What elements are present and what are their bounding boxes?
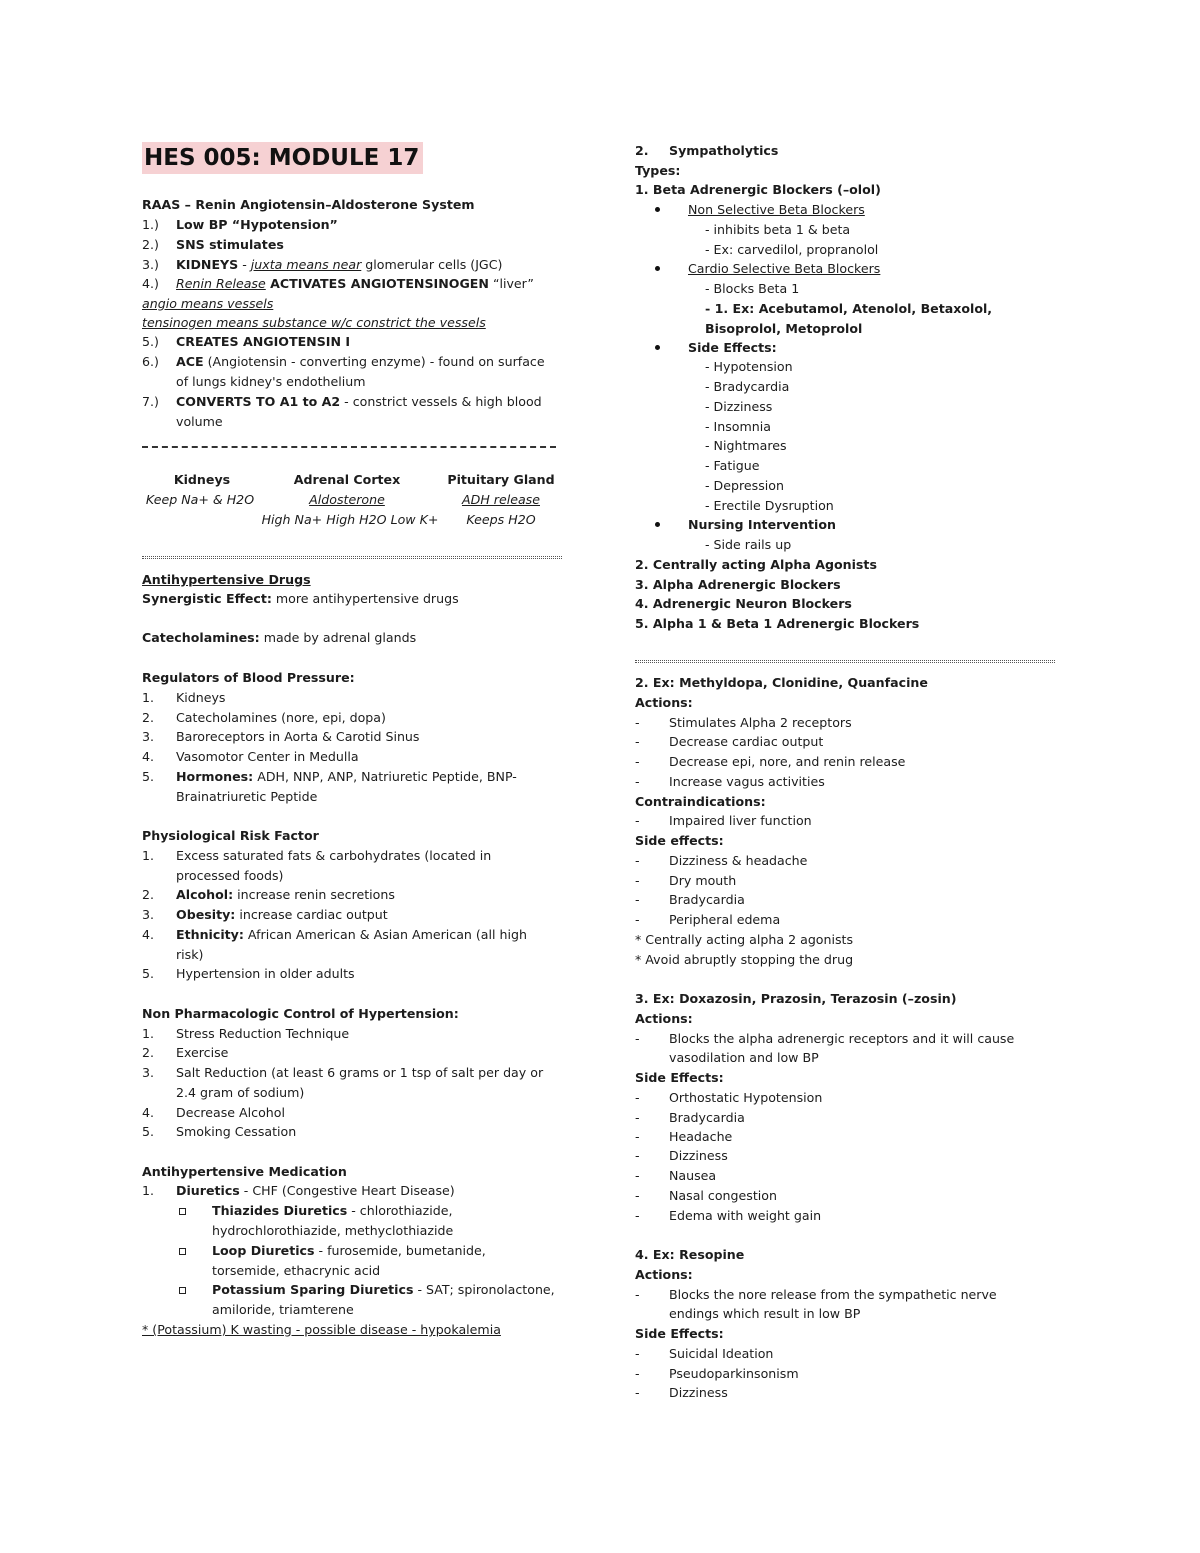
raas-step-cont: of lungs kidney's endothelium xyxy=(176,374,366,389)
list-item-cont: Brainatriuretic Peptide xyxy=(176,789,318,804)
bullet-icon xyxy=(655,522,660,527)
sub-item: Loop Diuretics - furosemide, bumetanide, xyxy=(212,1243,486,1258)
list-item-cont: risk) xyxy=(176,947,204,962)
detail-line: Bisoprolol, Metoprolol xyxy=(705,321,863,336)
section-heading: 4. Ex: Resopine xyxy=(635,1247,745,1262)
table-cell: Keeps H2O xyxy=(466,512,536,527)
detail-line: - Nightmares xyxy=(705,438,787,453)
detail-line: - Dizziness xyxy=(705,399,773,414)
label: Actions: xyxy=(635,1011,693,1026)
med-heading: Antihypertensive Medication xyxy=(142,1164,347,1179)
nonpharm-heading: Non Pharmacologic Control of Hypertension: xyxy=(142,1006,459,1021)
subheading: Side Effects: xyxy=(688,340,777,355)
dash-item-cont: endings which result in low BP xyxy=(669,1306,861,1321)
label: Actions: xyxy=(635,695,693,710)
note: * Centrally acting alpha 2 agonists xyxy=(635,932,854,947)
table-header: Adrenal Cortex xyxy=(293,472,401,487)
dashed-divider xyxy=(142,446,556,448)
section-heading: 3. Ex: Doxazosin, Prazosin, Terazosin (–zosin) xyxy=(635,991,957,1006)
detail-line: - Erectile Dysruption xyxy=(705,498,834,513)
wavy-divider xyxy=(142,556,562,557)
label: Contraindications: xyxy=(635,794,766,809)
detail-line: - Side rails up xyxy=(705,537,792,552)
synergy-line: Synergistic Effect: more antihypertensive drugs xyxy=(142,591,459,606)
square-bullet-icon xyxy=(179,1208,186,1215)
sub-item: Potassium Sparing Diuretics - SAT; spironolactone, xyxy=(212,1282,555,1297)
sub-item-cont: hydrochlorothiazide, methyclothiazide xyxy=(212,1223,454,1238)
risk-heading: Physiological Risk Factor xyxy=(142,828,319,843)
note: * Avoid abruptly stopping the drug xyxy=(635,952,854,967)
type-item: 2. Centrally acting Alpha Agonists xyxy=(635,557,877,572)
label: Side Effects: xyxy=(635,1326,724,1341)
subheading: Nursing Intervention xyxy=(688,517,836,532)
med-note: * (Potassium) K wasting - possible disease - hypokalemia xyxy=(142,1322,501,1337)
square-bullet-icon xyxy=(179,1248,186,1255)
detail-line: - Bradycardia xyxy=(705,379,790,394)
detail-line: - Insomnia xyxy=(705,419,771,434)
square-bullet-icon xyxy=(179,1287,186,1294)
table-cell: ADH release xyxy=(462,492,540,507)
raas-note: tensinogen means substance w/c constrict the vessels xyxy=(142,315,486,330)
list-item-cont: 2.4 gram of sodium) xyxy=(176,1085,305,1100)
detail-line: - Hypotension xyxy=(705,359,793,374)
sub-item: Thiazides Diuretics - chlorothiazide, xyxy=(212,1203,453,1218)
table-cell: Keep Na+ & H2O xyxy=(145,492,255,507)
detail-line: - inhibits beta 1 & beta xyxy=(705,222,851,237)
raas-heading: RAAS – Renin Angiotensin–Aldosterone System xyxy=(142,197,475,212)
label: Side effects: xyxy=(635,833,724,848)
table-header: Pituitary Gland xyxy=(447,472,555,487)
subheading: Non Selective Beta Blockers xyxy=(688,202,865,217)
table-cell: High Na+ High H2O Low K+ xyxy=(261,512,439,527)
type-item: 5. Alpha 1 & Beta 1 Adrenergic Blockers xyxy=(635,616,920,631)
detail-line: - Fatigue xyxy=(705,458,760,473)
section-heading: 2. Ex: Methyldopa, Clonidine, Quanfacine xyxy=(635,675,928,690)
label: Side Effects: xyxy=(635,1070,724,1085)
detail-line: - 1. Ex: Acebutamol, Atenolol, Betaxolol, xyxy=(705,301,993,316)
type-item: 1. Beta Adrenergic Blockers (–olol) xyxy=(635,182,881,197)
raas-step-cont: volume xyxy=(176,414,223,429)
detail-line: - Depression xyxy=(705,478,784,493)
page-title: HES 005: MODULE 17 xyxy=(142,142,423,174)
types-label: Types: xyxy=(635,163,681,178)
list-item-cont: processed foods) xyxy=(176,868,284,883)
type-item: 3. Alpha Adrenergic Blockers xyxy=(635,577,841,592)
bullet-icon xyxy=(655,266,660,271)
dash-item-cont: vasodilation and low BP xyxy=(669,1050,819,1065)
table-cell: Aldosterone xyxy=(309,492,385,507)
regulators-heading: Regulators of Blood Pressure: xyxy=(142,670,355,685)
bullet-icon xyxy=(655,207,660,212)
antihyp-heading: Antihypertensive Drugs xyxy=(142,572,311,587)
sub-item-cont: torsemide, ethacrynic acid xyxy=(212,1263,381,1278)
label: Actions: xyxy=(635,1267,693,1282)
bullet-icon xyxy=(655,345,660,350)
detail-line: - Ex: carvedilol, propranolol xyxy=(705,242,879,257)
catecholamines-line: Catecholamines: made by adrenal glands xyxy=(142,630,417,645)
table-header: Kidneys xyxy=(173,472,231,487)
type-item: 4. Adrenergic Neuron Blockers xyxy=(635,596,852,611)
wavy-divider xyxy=(635,660,1055,661)
subheading: Cardio Selective Beta Blockers xyxy=(688,261,881,276)
raas-note: angio means vessels xyxy=(142,296,274,311)
sub-item-cont: amiloride, triamterene xyxy=(212,1302,354,1317)
detail-line: - Blocks Beta 1 xyxy=(705,281,800,296)
